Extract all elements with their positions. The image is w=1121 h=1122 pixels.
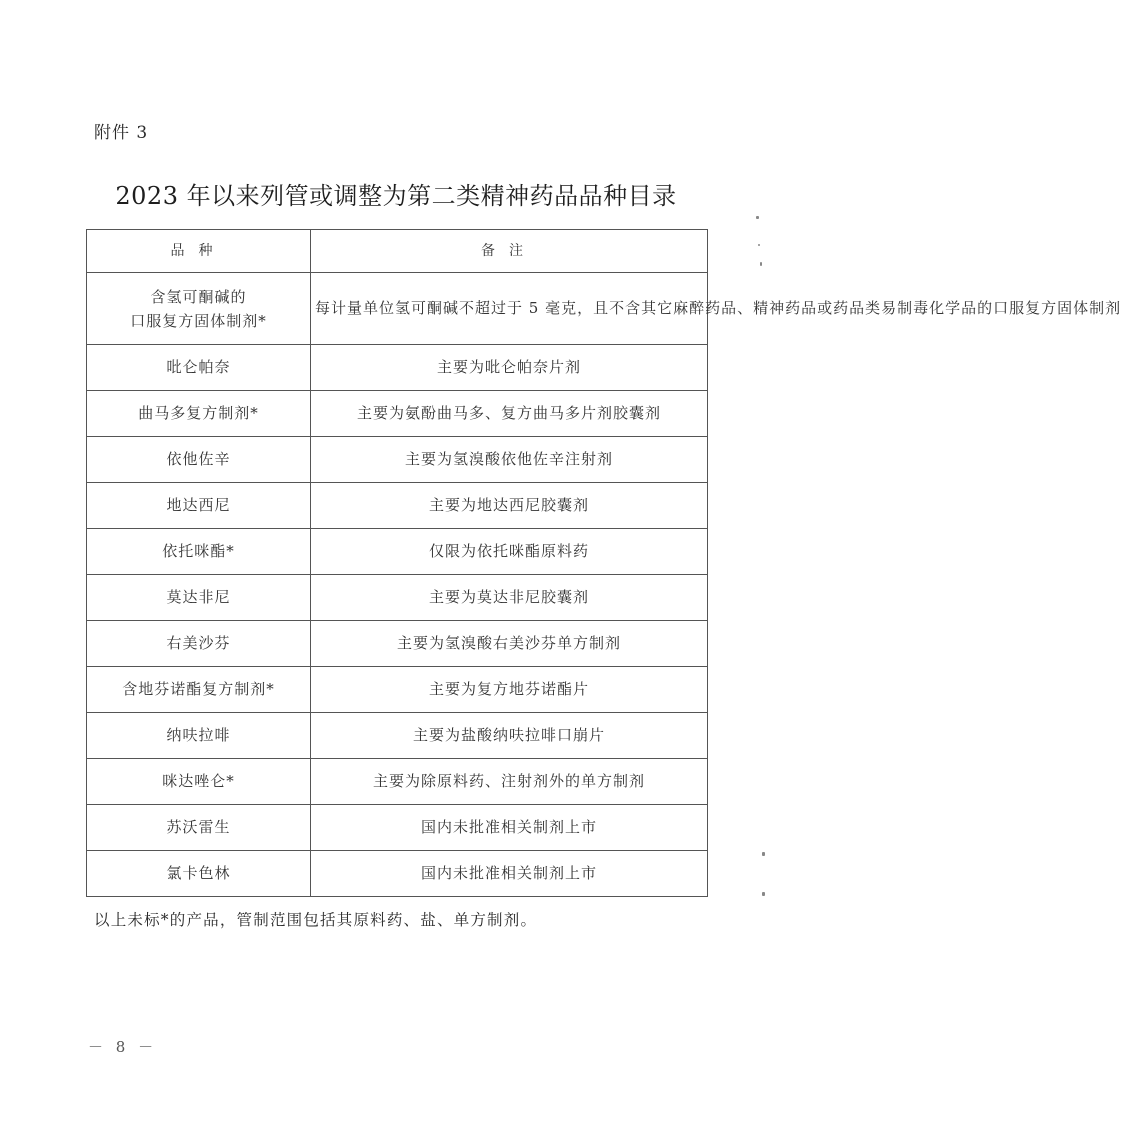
drug-name-cell: 含地芬诺酯复方制剂* [87,667,311,713]
table-row [87,437,708,483]
drug-name-cell: 苏沃雷生 [87,805,311,851]
scan-speck [760,262,762,266]
scan-speck [758,244,760,246]
scan-speck [762,852,765,856]
drug-note-cell: 主要为除原料药、注射剂外的单方制剂 [311,759,708,805]
header-variety: 品种 [87,230,311,273]
drug-name-cell: 右美沙芬 [87,621,311,667]
table-row [87,713,708,759]
table-row [87,273,708,345]
drug-note-cell: 主要为氨酚曲马多、复方曲马多片剂胶囊剂 [311,391,708,437]
page-title: 2023 年以来列管或调整为第二类精神药品品种目录 [115,182,677,210]
drug-name-cell: 曲马多复方制剂* [87,391,311,437]
drug-name-cell: 莫达非尼 [87,575,311,621]
table-row [87,759,708,805]
drug-name-cell: 咪达唑仑* [87,759,311,805]
table-header-row [87,230,708,273]
drug-note-cell: 主要为吡仑帕奈片剂 [311,345,708,391]
drug-name-cell [87,273,311,345]
table-row [87,483,708,529]
table-row [87,805,708,851]
table-row [87,621,708,667]
drug-name-cell: 吡仑帕奈 [87,345,311,391]
scan-speck [762,892,765,896]
attachment-label: 附件 3 [94,123,149,143]
table-row [87,575,708,621]
drug-note-cell: 主要为氢溴酸右美沙芬单方制剂 [311,621,708,667]
drug-note-cell: 主要为氢溴酸依他佐辛注射剂 [311,437,708,483]
drug-note-cell: 国内未批准相关制剂上市 [311,851,708,897]
drug-name-line1: 含氢可酮碱的 [150,287,247,306]
drug-note-cell: 每计量单位氢可酮碱不超过于 5 毫克，且不含其它麻醉药品、精神药品或药品类易制毒化学品的口服复方固体制剂 [311,273,708,345]
drug-name-cell: 依托咪酯* [87,529,311,575]
drug-note-cell: 主要为盐酸纳呋拉啡口崩片 [311,713,708,759]
drug-name-cell: 依他佐辛 [87,437,311,483]
header-remarks: 备注 [311,230,708,273]
drug-name-cell: 地达西尼 [87,483,311,529]
drug-note-cell: 国内未批准相关制剂上市 [311,805,708,851]
drug-catalog-table [86,229,1121,897]
drug-name-cell: 氯卡色林 [87,851,311,897]
table-row [87,851,708,897]
scan-speck [756,216,759,219]
drug-name-line2: 口服复方固体制剂* [130,311,267,330]
drug-name-cell: 纳呋拉啡 [87,713,311,759]
drug-note-cell: 主要为莫达非尼胶囊剂 [311,575,708,621]
table-row [87,345,708,391]
table-row [87,529,708,575]
drug-note-cell: 仅限为依托咪酯原料药 [311,529,708,575]
table-row [87,667,708,713]
table-row [87,391,708,437]
drug-note-cell: 主要为地达西尼胶囊剂 [311,483,708,529]
footnote: 以上未标*的产品，管制范围包括其原料药、盐、单方制剂。 [94,911,538,929]
drug-note-cell: 主要为复方地芬诺酯片 [311,667,708,713]
page-number: － 8 － [88,1038,158,1056]
